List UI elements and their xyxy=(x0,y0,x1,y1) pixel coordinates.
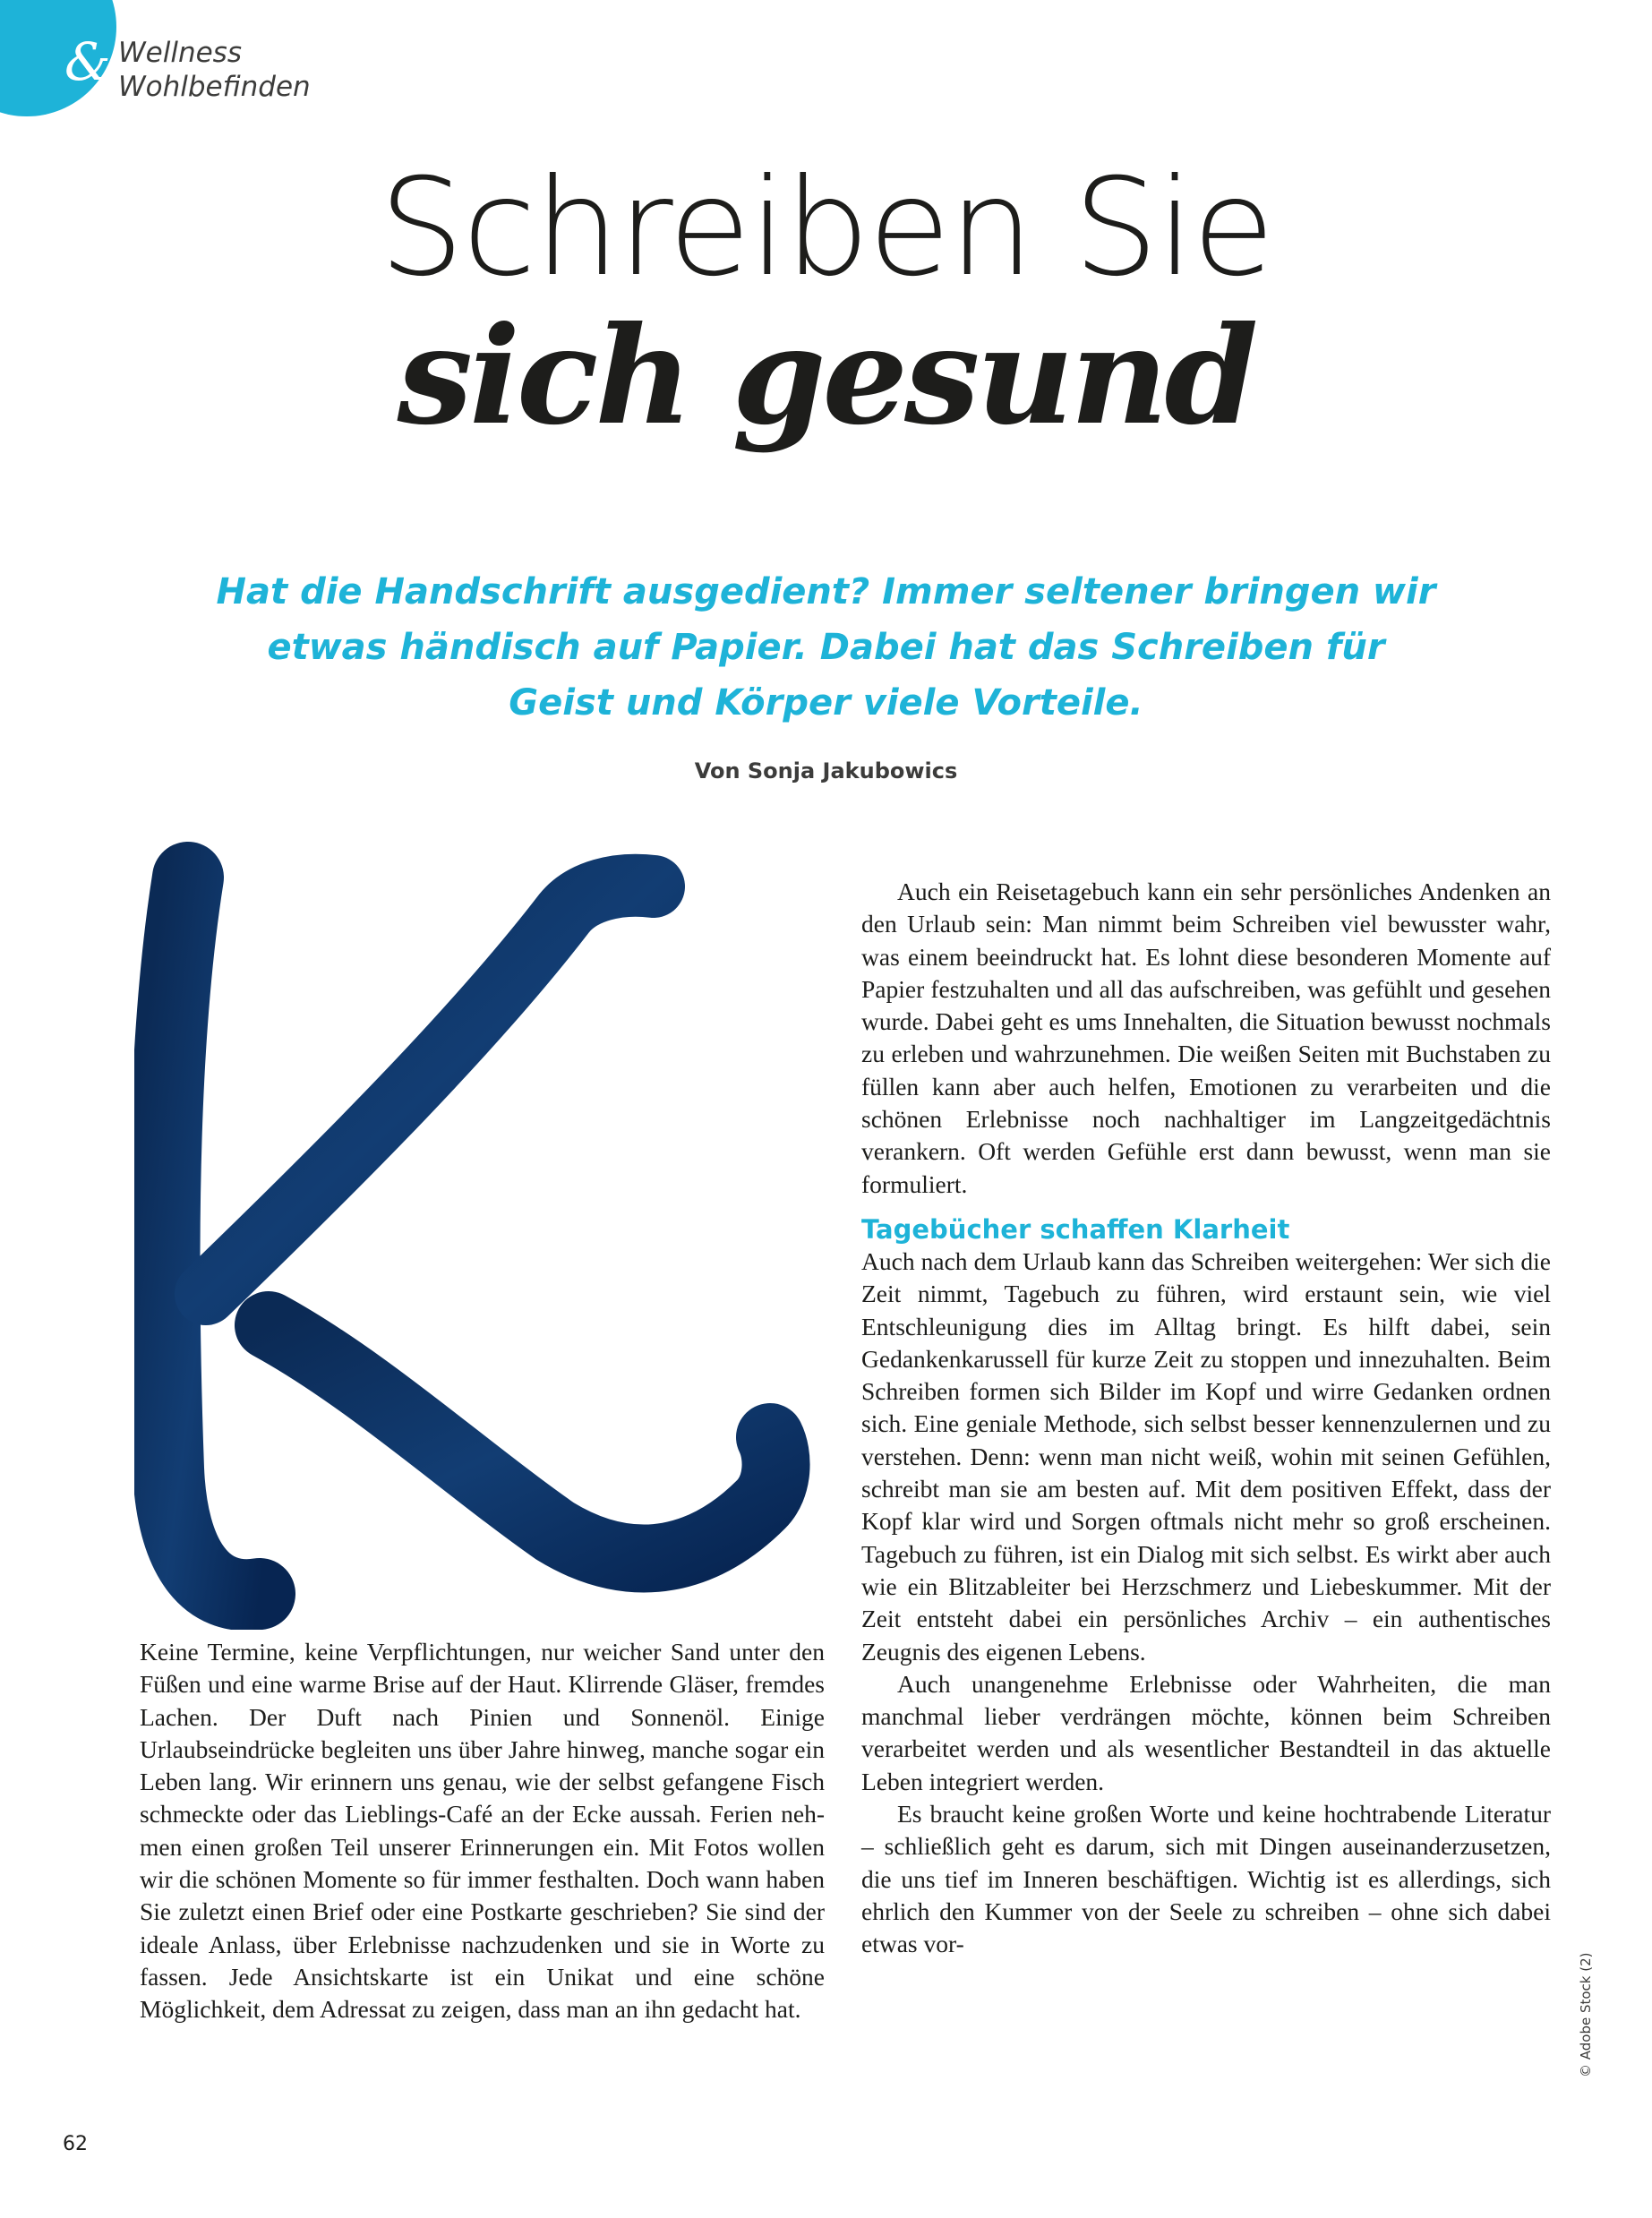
body-paragraph: Auch ein Reisetagebuch kann ein sehr persönliches Andenken an den Urlaub sein: Man nimmt beim Schreiben viel bewusster wahr, was einem beeindruckt hat. Es lohnt diese besonderen Momente auf Papier festzuhalten und all das aufschreiben, was gefühlt und gesehen wurde. Dabei geht es ums Innehalten, die Situation bewusst nochmals zu erleben und wahrzunehmen. Die weißen Seiten mit Buchstaben zu füllen kann aber auch helfen, Emotionen zu verarbeiten und die schönen Erlebnisse noch nachhaltiger im Langzeitgedächtnis verankern. Oft werden Gefühle erst dann bewusst, wenn man sie formuliert. xyxy=(861,878,1551,1198)
lead-line-1: Hat die Handschrift ausgedient? Immer seltener bringen wir xyxy=(216,571,1436,612)
body-paragraph: Auch unangenehme Erlebnisse oder Wahrheiten, die man manchmal lieber verdrängen möchte, können beim Schreiben verarbeitet werden und als wesentlicher Bestandteil in das aktuelle Leben integriert werden. xyxy=(861,1669,1551,1795)
lead-line-3: Geist und Körper viele Vorteile. xyxy=(509,682,1143,724)
body-paragraph: Keine Termine, keine Verpflichtungen, nur weicher Sand unter den Füßen und eine warme Brise auf der Haut. Klirrende Gläser, fremdes Lachen. Der Duft nach Pinien und Sonnenöl. Einige Urlaubseindrücke begleiten uns über Jahre hinweg, manche sogar ein Leben lang. Wir erinnern uns genau, wie der selbst gefangene Fisch schmeckte oder das Lieblings-Café an der Ecke aussah. Ferien nehmen einen großen Teil unserer Erinnerungen ein. Mit Fotos wollen wir die schönen Momente so für immer festhalten. Doch wann haben Sie zuletzt einen Brief oder eine Postkarte geschrieben? Sie sind der ideale Anlass, über Erlebnisse nachzudenken und sie in Worte zu fassen. Jede Ansichtskarte ist ein Unikat und eine schöne Möglichkeit, dem Adressat zu zeigen, dass man an ihn gedacht hat. xyxy=(140,1638,825,2024)
drop-cap-k-shape xyxy=(164,878,775,1595)
lead-paragraph xyxy=(0,564,1652,731)
title-line-2: sich gesund xyxy=(397,297,1255,455)
page-number: 62 xyxy=(63,2133,88,2155)
ampersand-mark: & xyxy=(64,31,111,92)
section-label-line2: Wohlbefinden xyxy=(118,71,311,103)
byline: Von Sonja Jakubowics xyxy=(694,758,958,784)
subheading: Tagebücher schaffen Klarheit xyxy=(861,1213,1290,1245)
section-label-line1: Wellness xyxy=(118,37,242,69)
drop-cap-k xyxy=(134,824,815,1630)
body-paragraph: Auch nach dem Urlaub kann das Schreiben weitergehen: Wer sich die Zeit nimmt, Tagebuch zu führen, wird erstaunt sein, wie viel Entschleunigung dies im Alltag bringt. Es hilft dabei, sein Gedankenkarussell für kurze Zeit zu stoppen und innezuhalten. Beim Schreiben formen sich Bilder im Kopf und wirre Gedanken ordnen sich. Eine geniale Methode, sich selbst besser kennenzulernen und zu verstehen. Denn: wenn man nicht weiß, wohin mit seinen Gefühlen, schreibt man sie am besten auf. Mit dem positiven Effekt, dass der Kopf klar wird und Sorgen oftmals nicht mehr so groß erscheinen. Tagebuch zu führen, ist ein Dialog mit sich selbst. Es wirkt aber auch wie ein Blitzableiter bei Herzschmerz und Liebeskummer. Mit der Zeit entsteht dabei ein persönliches Archiv – ein authentisches Zeugnis des eigenen Lebens. xyxy=(861,1246,1551,1666)
title-line-1: Schreiben Sie xyxy=(379,150,1273,306)
lead-line-2: etwas händisch auf Papier. Dabei hat das Schreiben für xyxy=(267,627,1385,668)
body-column-left xyxy=(140,1636,825,2026)
section-label xyxy=(118,36,311,104)
body-paragraph: Es braucht keine großen Worte und keine hochtrabende Literatur – schließlich geht es darum, sich mit Dingen auseinanderzusetzen, die uns tief im Inneren beschäftigen. Wichtig ist es allerdings, sich ehrlich den Kummer von der Seele zu schreiben – ohne sich dabei etwas vor- xyxy=(861,1800,1551,1958)
body-column-right xyxy=(861,876,1551,1961)
photo-credit: © Adobe Stock (2) xyxy=(1578,1952,1594,2077)
